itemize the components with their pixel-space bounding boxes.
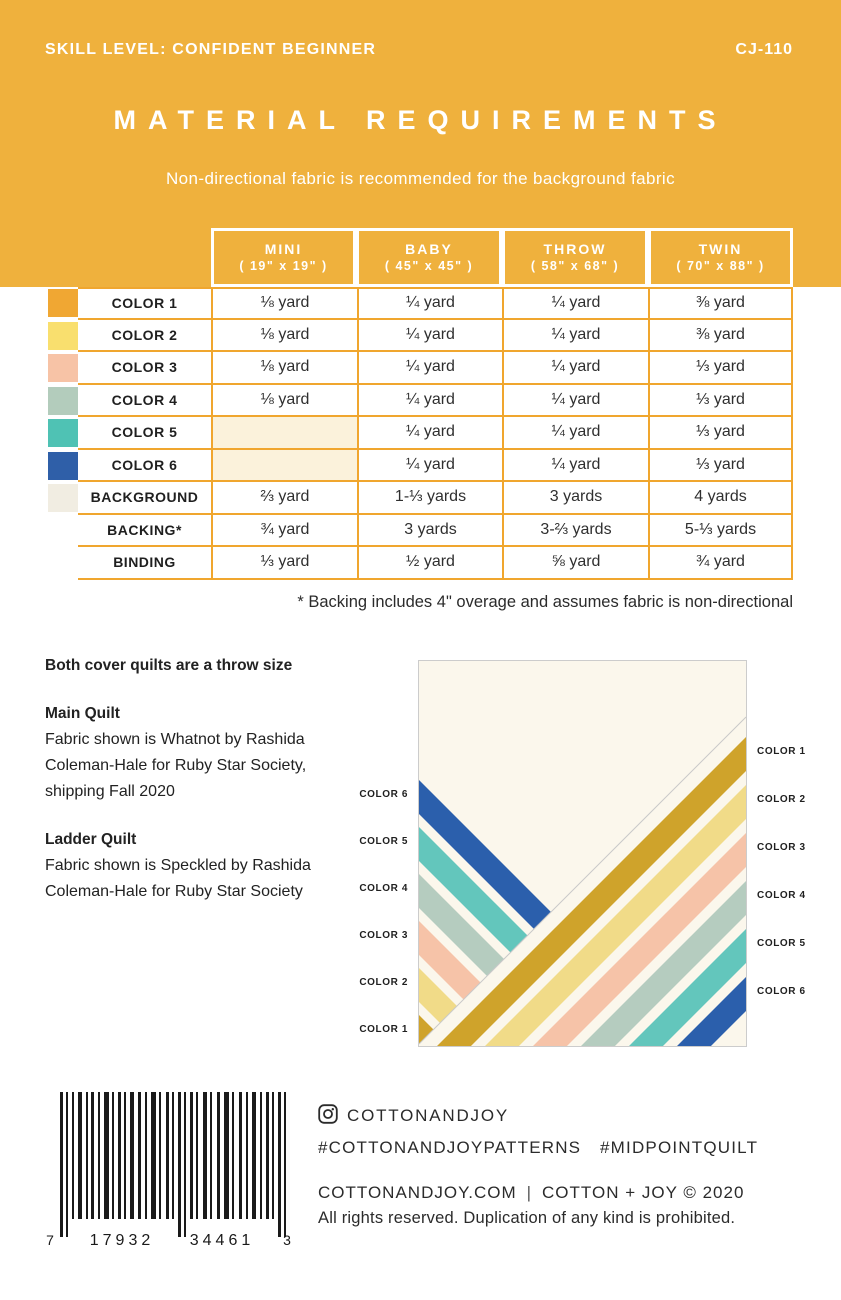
table-row xyxy=(48,482,793,515)
swatch-cell xyxy=(48,320,78,353)
upc-barcode xyxy=(42,1092,294,1252)
yardage-cell: ¼ yard xyxy=(357,385,502,418)
yardage-cell: ⅓ yard xyxy=(648,352,793,385)
yardage-cell: ⅓ yard xyxy=(648,450,793,483)
diagram-label-left: COLOR 3 xyxy=(359,930,408,941)
column-header-mini: MINI ( 19" x 19" ) xyxy=(211,228,356,287)
yardage-cell: ⅛ yard xyxy=(211,287,357,320)
yardage-cell: ¼ yard xyxy=(502,450,648,483)
diagram-label-left: COLOR 2 xyxy=(359,977,408,988)
notes-intro: Both cover quilts are a throw size xyxy=(45,657,293,674)
yardage-cell: ⅛ yard xyxy=(211,352,357,385)
table-row xyxy=(48,450,793,483)
website-url: COTTONANDJOY.COM xyxy=(318,1183,517,1202)
cover-quilt-notes xyxy=(45,653,375,905)
row-label: COLOR 4 xyxy=(78,385,211,418)
barcode-right-digit: 3 xyxy=(283,1232,291,1248)
column-header-throw: THROW ( 58" x 68" ) xyxy=(502,228,648,287)
yardage-cell: ¼ yard xyxy=(502,287,648,320)
row-label: BACKING* xyxy=(78,515,211,548)
materials-table xyxy=(48,287,793,580)
table-row xyxy=(48,515,793,548)
row-label: COLOR 5 xyxy=(78,417,211,450)
swatch-cell xyxy=(48,547,78,580)
yardage-cell: 3-⅔ yards xyxy=(502,515,648,548)
swatch-cell xyxy=(48,482,78,515)
instagram-handle: COTTONANDJOY xyxy=(347,1106,510,1125)
yardage-cell: ⅓ yard xyxy=(211,547,357,580)
ladder-quilt-line: Fabric shown is Speckled by Rashida xyxy=(45,857,311,874)
yardage-cell: 3 yards xyxy=(357,515,502,548)
yardage-cell: ⅓ yard xyxy=(648,385,793,418)
yardage-cell: ¾ yard xyxy=(211,515,357,548)
yardage-cell: ½ yard xyxy=(357,547,502,580)
hashtag-patterns: #COTTONANDJOYPATTERNS xyxy=(318,1138,582,1157)
diagram-label-left: COLOR 4 xyxy=(359,883,408,894)
barcode-group2: 34461 xyxy=(189,1232,255,1249)
swatch-cell xyxy=(48,385,78,418)
instagram-icon xyxy=(318,1104,338,1124)
row-label: COLOR 6 xyxy=(78,450,211,483)
diagram-label-left: COLOR 1 xyxy=(359,1024,408,1035)
main-quilt-line: shipping Fall 2020 xyxy=(45,783,175,800)
yardage-cell: 5-⅓ yards xyxy=(648,515,793,548)
yardage-cell: ⅝ yard xyxy=(502,547,648,580)
yardage-cell: ¼ yard xyxy=(357,352,502,385)
yardage-cell: ¼ yard xyxy=(502,385,648,418)
swatch-cell xyxy=(48,417,78,450)
swatch-cell xyxy=(48,352,78,385)
barcode-group1: 17932 xyxy=(89,1232,155,1249)
backing-footnote: * Backing includes 4" overage and assumes fabric is non-directional xyxy=(297,593,793,611)
diagram-label-right: COLOR 1 xyxy=(757,746,806,757)
swatch-cell xyxy=(48,450,78,483)
table-row xyxy=(48,320,793,353)
diagram-label-left: COLOR 6 xyxy=(359,789,408,800)
color-swatch xyxy=(48,322,78,350)
pattern-code: CJ-110 xyxy=(735,41,793,58)
row-label: BACKGROUND xyxy=(78,482,211,515)
diagram-label-right: COLOR 4 xyxy=(757,890,806,901)
barcode-left-digit: 7 xyxy=(46,1232,54,1248)
quilt-diagram-svg xyxy=(419,661,746,1046)
rights-text: All rights reserved. Duplication of any kind is prohibited. xyxy=(318,1209,736,1227)
yardage-cell: 1-⅓ yards xyxy=(357,482,502,515)
website-row xyxy=(318,1183,744,1203)
color-swatch xyxy=(48,387,78,415)
yardage-cell: ⅓ yard xyxy=(648,417,793,450)
table-row xyxy=(48,385,793,418)
diagram-label-right: COLOR 6 xyxy=(757,986,806,997)
row-label: COLOR 2 xyxy=(78,320,211,353)
swatch-cell xyxy=(48,287,78,320)
diagram-label-left: COLOR 5 xyxy=(359,836,408,847)
diagram-label-right: COLOR 3 xyxy=(757,842,806,853)
table-row xyxy=(48,287,793,320)
column-header-twin: TWIN ( 70" x 88" ) xyxy=(648,228,793,287)
diagram-label-right: COLOR 2 xyxy=(757,794,806,805)
diagram-label-right: COLOR 5 xyxy=(757,938,806,949)
row-label: BINDING xyxy=(78,547,211,580)
yardage-cell: 4 yards xyxy=(648,482,793,515)
color-swatch xyxy=(48,484,78,512)
separator: | xyxy=(526,1183,533,1202)
yardage-cell: ⅛ yard xyxy=(211,320,357,353)
table-header-row xyxy=(211,228,793,287)
color-swatch xyxy=(48,419,78,447)
yardage-cell: 3 yards xyxy=(502,482,648,515)
yardage-cell xyxy=(211,417,357,450)
skill-level-text: SKILL LEVEL: CONFIDENT BEGINNER xyxy=(45,41,377,58)
yardage-cell: ¼ yard xyxy=(502,417,648,450)
yardage-cell: ¼ yard xyxy=(357,320,502,353)
yardage-cell: ⅜ yard xyxy=(648,320,793,353)
page-title: MATERIAL REQUIREMENTS xyxy=(113,105,728,135)
swatch-cell xyxy=(48,515,78,548)
yardage-cell: ⅛ yard xyxy=(211,385,357,418)
yardage-cell: ¼ yard xyxy=(357,287,502,320)
yardage-cell: ¼ yard xyxy=(502,352,648,385)
color-swatch xyxy=(48,289,78,317)
yardage-cell: ¼ yard xyxy=(357,417,502,450)
column-header-baby: BABY ( 45" x 45" ) xyxy=(356,228,502,287)
ladder-quilt-line: Coleman-Hale for Ruby Star Society xyxy=(45,883,303,900)
main-quilt-line: Fabric shown is Whatnot by Rashida xyxy=(45,731,305,748)
row-label: COLOR 3 xyxy=(78,352,211,385)
hashtag-quilt: #MIDPOINTQUILT xyxy=(600,1138,759,1157)
copyright: COTTON + JOY © 2020 xyxy=(542,1183,745,1202)
color-swatch xyxy=(48,354,78,382)
page-subtitle: Non-directional fabric is recommended for the background fabric xyxy=(166,169,675,188)
row-label: COLOR 1 xyxy=(78,287,211,320)
yardage-cell: ¾ yard xyxy=(648,547,793,580)
ladder-quilt-title: Ladder Quilt xyxy=(45,831,137,848)
yardage-cell xyxy=(211,450,357,483)
table-row xyxy=(48,417,793,450)
main-quilt-title: Main Quilt xyxy=(45,705,120,722)
main-quilt-line: Coleman-Hale for Ruby Star Society, xyxy=(45,757,307,774)
quilt-diagram xyxy=(418,660,747,1047)
color-swatch xyxy=(48,452,78,480)
yardage-cell: ⅔ yard xyxy=(211,482,357,515)
yardage-cell: ¼ yard xyxy=(502,320,648,353)
table-row xyxy=(48,352,793,385)
yardage-cell: ⅜ yard xyxy=(648,287,793,320)
yardage-cell: ¼ yard xyxy=(357,450,502,483)
table-row xyxy=(48,547,793,580)
